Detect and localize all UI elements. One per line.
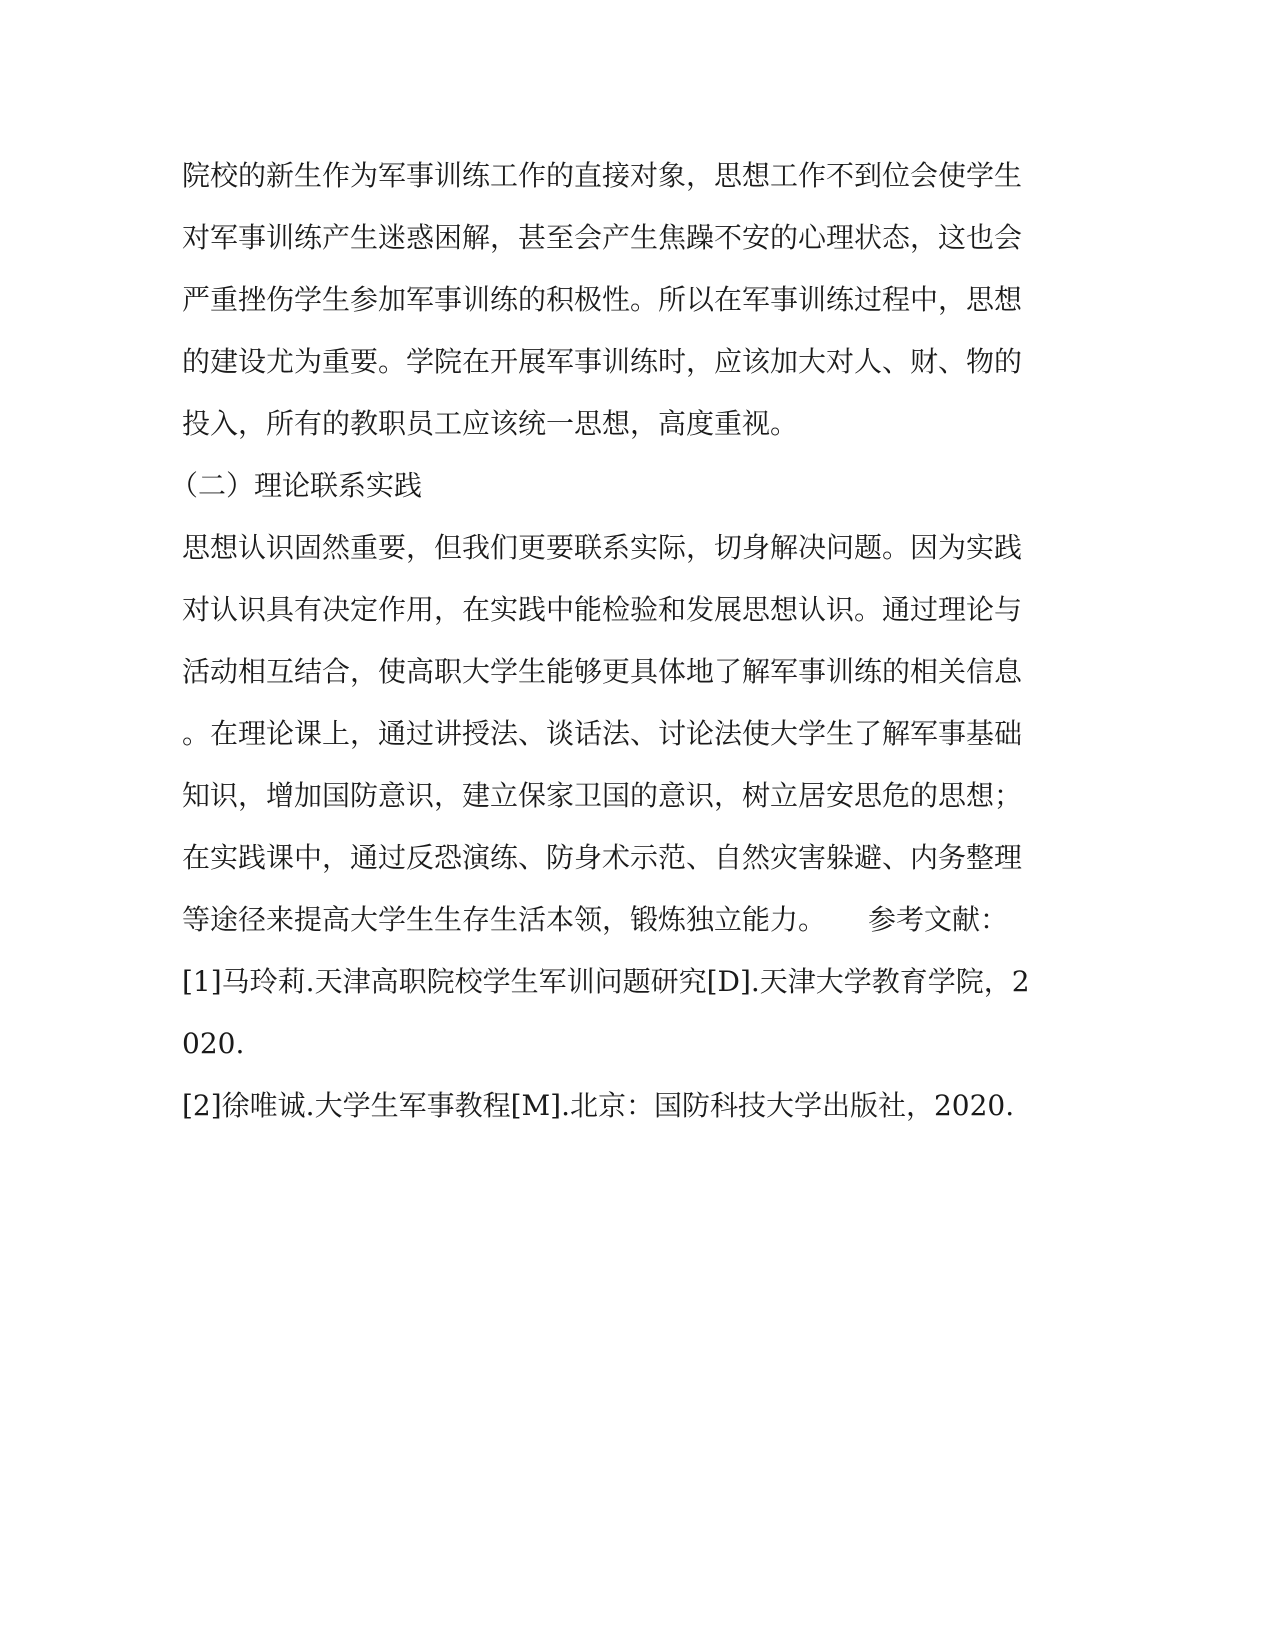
body-paragraph-line: 院校的新生作为军事训练工作的直接对象，思想工作不到位会使学生 <box>182 159 1023 192</box>
body-paragraph-line: 投入，所有的教职员工应该统一思想，高度重视。 <box>182 407 799 440</box>
body-paragraph-line: 在实践课中，通过反恐演练、防身术示范、自然灾害躲避、内务整理 <box>182 841 1023 874</box>
body-paragraph-line: 知识，增加国防意识，建立保家卫国的意识，树立居安思危的思想； <box>182 779 1023 812</box>
reference-item: [1]马玲莉.天津高职院校学生军训问题研究[D].天津大学教育学院，2 <box>182 965 1030 998</box>
reference-item: [2]徐唯诚.大学生军事教程[M].北京：国防科技大学出版社，2020. <box>182 1089 1015 1122</box>
body-paragraph-line: 对军事训练产生迷惑困解，甚至会产生焦躁不安的心理状态，这也会 <box>182 221 1023 254</box>
body-paragraph-line: 严重挫伤学生参加军事训练的积极性。所以在军事训练过程中，思想 <box>182 283 1023 316</box>
body-paragraph-line: 对认识具有决定作用，在实践中能检验和发展思想认识。通过理论与 <box>182 593 1023 626</box>
body-paragraph-line: 等途径来提高大学生生存生活本领，锻炼独立能力。 参考文献： <box>182 903 1009 936</box>
reference-item: 020. <box>182 1027 245 1060</box>
body-paragraph-line: 活动相互结合，使高职大学生能够更具体地了解军事训练的相关信息 <box>182 655 1023 688</box>
body-paragraph-line: 的建设尤为重要。学院在开展军事训练时，应该加大对人、财、物的 <box>182 345 1023 378</box>
body-paragraph-line: 思想认识固然重要，但我们更要联系实际，切身解决问题。因为实践 <box>182 531 1023 564</box>
body-paragraph-line: 。在理论课上，通过讲授法、谈话法、讨论法使大学生了解军事基础 <box>182 717 1023 750</box>
section-heading: （二）理论联系实践 <box>170 469 423 502</box>
